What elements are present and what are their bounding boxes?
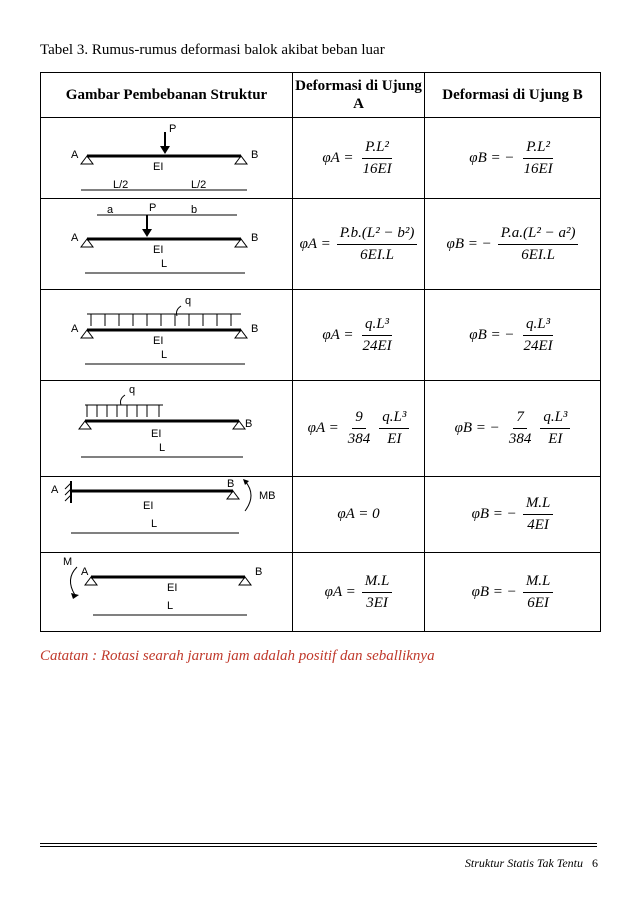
phi-b-numerator: q.L³ [540,409,570,429]
sign-convention-note: Catatan : Rotasi searah jarum jam adalah positif dan seballiknya [40,648,435,664]
phi-b-coef-numerator: 7 [513,409,527,429]
dim-left-label: L/2 [113,179,129,191]
footer-divider-second [40,846,597,847]
phi-b-numerator: P.L² [523,139,553,159]
moment-arrow-head [243,479,249,485]
phi-b-cell [425,553,601,632]
structure-diagram-cell [41,118,293,199]
distributed-load-arrows [91,314,231,326]
structure-diagram-cell [41,199,293,290]
ei-label: EI [151,428,162,440]
phi-a-cell [293,290,425,381]
beam-diagram-uniform-load [41,290,292,380]
phi-a-numerator: M.L [362,573,393,593]
support-a-label: A [71,149,79,161]
phi-a-numerator: q.L³ [362,316,392,336]
phi-b-cell [425,381,601,477]
phi-b-denominator: 4EI [527,517,549,533]
header-structure: Gambar Pembebanan Struktur [41,73,293,118]
phi-a-denominator: 24EI [362,337,392,354]
page-number: 6 [592,856,598,870]
table-row [41,118,601,199]
support-b-label: B [251,149,259,161]
phi-b-cell [425,477,601,553]
phi-a-cell [293,553,425,632]
length-label: L [167,600,174,612]
phi-a-numerator: P.b.(L² − b²) [337,225,418,245]
phi-b-lhs: φB = − [446,235,492,252]
phi-a-denominator: 6EI.L [360,246,394,263]
phi-a-value: φA = 0 [337,506,380,522]
ei-label: EI [153,161,164,173]
phi-b-denominator: EI [548,431,563,447]
header-end-b: Deformasi di Ujung B [425,73,601,118]
length-label: L [161,258,168,270]
phi-b-coef-denominator: 384 [508,431,532,447]
table-header-row [41,73,601,118]
table-caption: Tabel 3. Rumus-rumus deformasi balok akibat beban luar [40,42,385,58]
support-b-label: B [251,232,259,244]
phi-a-cell [293,477,425,553]
load-label: q [129,384,136,396]
length-label: L [151,518,158,530]
structure-diagram-cell [41,553,293,632]
support-b-label: B [227,478,235,490]
length-label: L [159,442,166,454]
moment-label: M [63,556,73,568]
phi-a-cell [293,199,425,290]
load-label: P [169,123,177,135]
phi-b-lhs: φB = − [469,326,515,343]
phi-a-lhs: φA = [322,326,354,343]
table-row [41,290,601,381]
dim-a-label: a [107,204,114,216]
arrow-head [160,146,170,154]
phi-b-numerator: M.L [523,573,554,593]
footer-divider [40,843,597,844]
moment-arrow-head [71,593,79,599]
footer-title [465,856,592,871]
structure-diagram-cell [41,381,293,477]
phi-a-lhs: φA = [307,420,339,436]
table-row [41,553,601,632]
phi-b-cell [425,199,601,290]
dim-b-label: b [191,204,198,216]
beam-diagram-point-load-offset [41,199,292,289]
phi-b-numerator: q.L³ [523,316,553,336]
phi-b-lhs: φB = − [471,583,517,600]
phi-a-denominator: EI [387,431,402,447]
phi-a-coef-denominator: 384 [347,431,371,447]
phi-b-cell [425,290,601,381]
phi-a-cell [293,118,425,199]
structure-diagram-cell [41,477,293,553]
phi-b-denominator: 24EI [523,337,553,354]
phi-b-lhs: φB = − [454,420,500,436]
phi-b-denominator: 16EI [523,160,553,177]
deformation-table [40,72,601,632]
arrow-head [142,229,152,237]
table-row [41,199,601,290]
ei-label: EI [143,500,154,512]
support-a-label: A [71,323,79,335]
support-a-label: A [71,232,79,244]
ei-label: EI [153,335,164,347]
table-row [41,381,601,477]
length-label: L [161,349,168,361]
moment-arrow [70,567,77,595]
phi-a-coef-numerator: 9 [352,409,366,429]
phi-a-lhs: φA = [322,149,354,166]
distributed-load-arrows [87,405,159,417]
ei-label: EI [153,244,164,256]
phi-b-lhs: φB = − [471,506,517,522]
phi-b-numerator: P.a.(L² − a²) [498,225,579,245]
phi-a-cell [293,381,425,477]
load-pointer [121,395,126,405]
load-label: P [149,202,157,214]
support-b-label: B [245,418,253,430]
ei-label: EI [167,582,178,594]
beam-diagram-fixed-moment-b [41,477,292,552]
beam-diagram-point-load-center [41,118,292,198]
phi-b-lhs: φB = − [469,149,515,166]
moment-arrow [245,481,251,511]
phi-a-lhs: φA = [324,583,356,600]
dim-right-label: L/2 [191,179,207,191]
phi-a-numerator: P.L² [362,139,392,159]
phi-a-denominator: 16EI [362,160,392,177]
load-label: q [185,295,192,307]
phi-a-numerator: q.L³ [379,409,409,429]
phi-b-cell [425,118,601,199]
phi-b-numerator: M.L [523,495,554,515]
moment-label: MB [259,490,276,502]
support-a-label: A [81,566,89,578]
footer-title-text: Struktur Statis Tak Tentu [464,856,583,870]
beam-diagram-moment-a [41,553,292,631]
support-b-label: B [251,323,259,335]
support-b-label: B [255,566,263,578]
structure-diagram-cell [41,290,293,381]
header-end-a: Deformasi di Ujung A [293,73,425,118]
phi-b-denominator: 6EI.L [521,246,555,263]
beam-diagram-half-uniform-load [41,381,292,476]
phi-a-denominator: 3EI [366,594,388,611]
phi-a-lhs: φA = [299,235,331,252]
table-row [41,477,601,553]
phi-b-denominator: 6EI [527,594,549,611]
support-a-label: A [51,484,59,496]
